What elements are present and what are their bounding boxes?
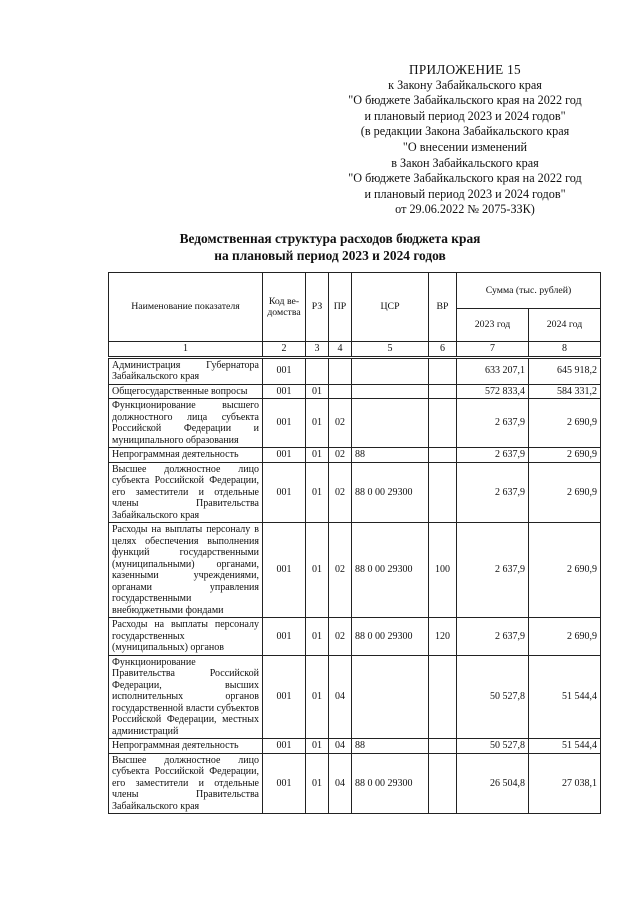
col-header-name: Наименование показателя	[109, 273, 263, 342]
row-sum-2023: 572 833,4	[457, 384, 529, 399]
row-sum-2024: 584 331,2	[529, 384, 601, 399]
header-line: (в редакции Закона Забайкальского края	[360, 124, 570, 139]
row-vr: 100	[429, 523, 457, 618]
row-pr: 02	[329, 448, 352, 463]
row-sum-2023: 2 637,9	[457, 399, 529, 448]
table-row	[109, 399, 601, 448]
row-rz: 01	[306, 739, 329, 754]
row-vr	[429, 462, 457, 523]
row-sum-2023: 633 207,1	[457, 357, 529, 384]
table-row	[109, 384, 601, 399]
row-sum-2024: 2 690,9	[529, 462, 601, 523]
row-pr: 04	[329, 655, 352, 739]
row-rz: 01	[306, 523, 329, 618]
row-vr: 120	[429, 618, 457, 656]
row-pr	[329, 357, 352, 384]
row-dept: 001	[263, 655, 306, 739]
row-sum-2023: 2 637,9	[457, 462, 529, 523]
col-header-2024: 2024 год	[529, 309, 601, 342]
row-csr: 88	[352, 448, 429, 463]
row-vr	[429, 655, 457, 739]
row-dept: 001	[263, 523, 306, 618]
col-header-dept: Код ве-домства	[263, 273, 306, 342]
col-number: 6	[429, 342, 457, 358]
row-pr	[329, 384, 352, 399]
row-name: Непрограммная деятельность	[109, 448, 263, 463]
row-csr	[352, 384, 429, 399]
row-rz: 01	[306, 462, 329, 523]
col-header-pr: ПР	[329, 273, 352, 342]
col-header-csr: ЦСР	[352, 273, 429, 342]
table-row	[109, 753, 601, 814]
header-line: "О бюджете Забайкальского края на 2022 год	[348, 171, 582, 186]
row-vr	[429, 753, 457, 814]
row-vr	[429, 739, 457, 754]
row-sum-2024: 2 690,9	[529, 523, 601, 618]
col-number: 2	[263, 342, 306, 358]
row-rz: 01	[306, 399, 329, 448]
table-row	[109, 448, 601, 463]
row-name: Расходы на выплаты персоналу в целях обеспечения выполнения функций государственными (муниципальными) органами, казенными учреждениями, органами управления государственными внебюджетными фондами	[109, 523, 263, 618]
row-vr	[429, 384, 457, 399]
row-rz: 01	[306, 384, 329, 399]
row-sum-2024: 2 690,9	[529, 399, 601, 448]
table-row	[109, 739, 601, 754]
header-line: к Закону Забайкальского края	[388, 77, 542, 92]
row-sum-2023: 2 637,9	[457, 523, 529, 618]
row-dept: 001	[263, 448, 306, 463]
col-header-vr: ВР	[429, 273, 457, 342]
row-name: Администрация Губернатора Забайкальского края	[109, 357, 263, 384]
title-line-2: на плановый период 2023 и 2024 годов	[214, 247, 446, 263]
appendix-header	[320, 62, 610, 218]
table-row	[109, 618, 601, 656]
header-row	[109, 273, 601, 309]
row-name: Расходы на выплаты персоналу государственных (муниципальных) органов	[109, 618, 263, 656]
row-vr	[429, 399, 457, 448]
row-sum-2023: 2 637,9	[457, 448, 529, 463]
col-header-rz: РЗ	[306, 273, 329, 342]
row-csr: 88	[352, 739, 429, 754]
row-dept: 001	[263, 357, 306, 384]
row-sum-2023: 2 637,9	[457, 618, 529, 656]
col-header-2023: 2023 год	[457, 309, 529, 342]
row-rz: 01	[306, 655, 329, 739]
row-rz: 01	[306, 618, 329, 656]
row-name: Общегосударственные вопросы	[109, 384, 263, 399]
col-number: 7	[457, 342, 529, 358]
row-sum-2024: 2 690,9	[529, 618, 601, 656]
col-number: 5	[352, 342, 429, 358]
row-pr: 02	[329, 523, 352, 618]
col-number: 8	[529, 342, 601, 358]
header-line: от 29.06.2022 № 2075-ЗЗК)	[395, 202, 535, 217]
row-csr	[352, 655, 429, 739]
column-number-row	[109, 342, 601, 358]
budget-table	[108, 272, 601, 814]
row-vr	[429, 357, 457, 384]
col-number: 4	[329, 342, 352, 358]
row-sum-2023: 50 527,8	[457, 655, 529, 739]
row-name: Высшее должностное лицо субъекта Российской Федерации, его заместители и отдельные члены Правительства Забайкальского края	[109, 462, 263, 523]
col-number: 3	[306, 342, 329, 358]
row-dept: 001	[263, 384, 306, 399]
document-title	[150, 231, 510, 264]
header-line: и плановый период 2023 и 2024 годов"	[364, 108, 566, 123]
col-header-sum: Сумма (тыс. рублей)	[457, 273, 601, 309]
row-pr: 02	[329, 462, 352, 523]
row-sum-2023: 26 504,8	[457, 753, 529, 814]
row-sum-2024: 51 544,4	[529, 655, 601, 739]
row-pr: 02	[329, 618, 352, 656]
table-row	[109, 523, 601, 618]
row-dept: 001	[263, 753, 306, 814]
header-line: в Закон Забайкальского края	[391, 155, 539, 170]
row-name: Непрограммная деятельность	[109, 739, 263, 754]
table-row	[109, 462, 601, 523]
appendix-title: ПРИЛОЖЕНИЕ 15	[409, 62, 521, 77]
row-csr	[352, 399, 429, 448]
row-csr: 88 0 00 29300	[352, 462, 429, 523]
row-rz: 01	[306, 753, 329, 814]
header-line: "О внесении изменений	[402, 139, 528, 154]
row-dept: 001	[263, 462, 306, 523]
row-rz	[306, 357, 329, 384]
row-sum-2024: 51 544,4	[529, 739, 601, 754]
row-rz: 01	[306, 448, 329, 463]
table-row	[109, 357, 601, 384]
row-dept: 001	[263, 618, 306, 656]
row-pr: 04	[329, 753, 352, 814]
row-csr: 88 0 00 29300	[352, 523, 429, 618]
row-name: Функционирование Правительства Российской Федерации, высших исполнительных органов государственной власти субъектов Российской Федерации, местных администраций	[109, 655, 263, 739]
title-line-1: Ведомственная структура расходов бюджета края	[179, 231, 481, 246]
row-name: Высшее должностное лицо субъекта Российской Федерации, его заместители и отдельные члены Правительства Забайкальского края	[109, 753, 263, 814]
row-pr: 02	[329, 399, 352, 448]
row-vr	[429, 448, 457, 463]
row-sum-2023: 50 527,8	[457, 739, 529, 754]
row-csr: 88 0 00 29300	[352, 753, 429, 814]
row-pr: 04	[329, 739, 352, 754]
table-row	[109, 655, 601, 739]
header-line: и плановый период 2023 и 2024 годов"	[364, 186, 566, 201]
row-name: Функционирование высшего должностного лица субъекта Российской Федерации и муниципального образования	[109, 399, 263, 448]
row-sum-2024: 2 690,9	[529, 448, 601, 463]
header-line: "О бюджете Забайкальского края на 2022 год	[348, 93, 582, 108]
row-dept: 001	[263, 399, 306, 448]
row-sum-2024: 645 918,2	[529, 357, 601, 384]
row-csr	[352, 357, 429, 384]
col-number: 1	[109, 342, 263, 358]
row-dept: 001	[263, 739, 306, 754]
row-sum-2024: 27 038,1	[529, 753, 601, 814]
row-csr: 88 0 00 29300	[352, 618, 429, 656]
